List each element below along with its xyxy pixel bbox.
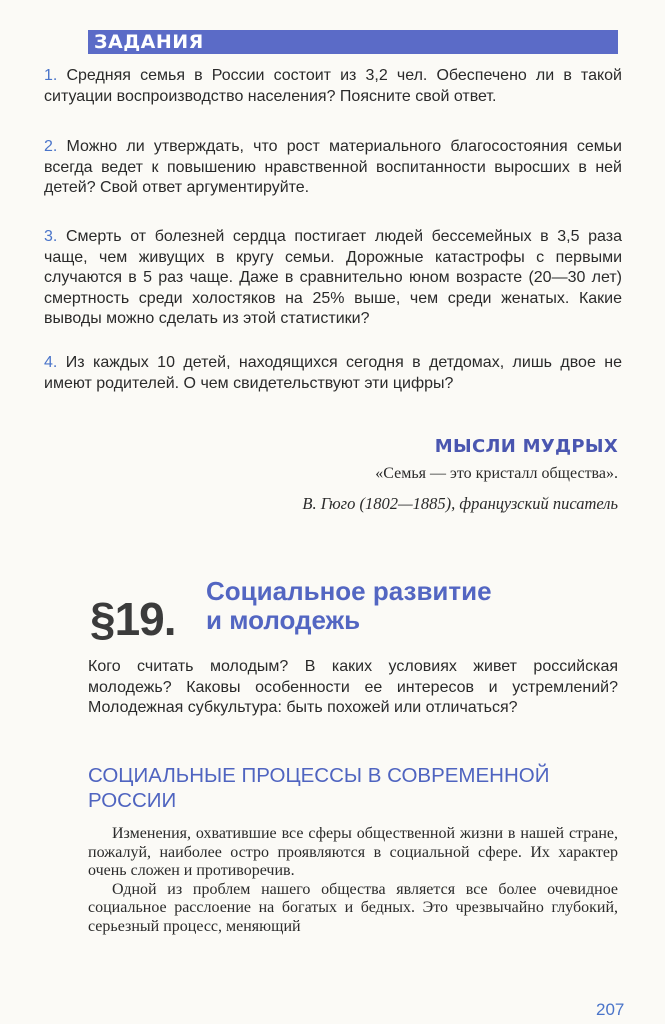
task-item (44, 66, 622, 107)
paragraph: Одной из проблем нашего общества является все более очевидное социальное расслоение на богатых и бедных. Это чрезвычайно глубокий, серьезный процесс, меняющий (88, 880, 618, 935)
task-number: 3. (44, 228, 58, 245)
task-number: 1. (44, 67, 58, 84)
task-text: Из каждых 10 детей, находящихся сегодня в детдомах, лишь двое не имеют родителей. О чем свидетельствуют эти цифры? (44, 354, 622, 392)
task-text: Смерть от болезней сердца постигает людей бессемейных в 3,5 раза чаще, чем живущих в кругу семьи. Дорожные катастрофы с первыми случаются в 5 раз чаще. Даже в сравнительно юном возрасте (20—30 лет) смертность среди холостяков на 25% выше, чем среди женатых. Какие выводы можно сделать из этой статистики? (44, 228, 622, 327)
quote-text: «Семья — это кристалл общества». (375, 465, 618, 482)
task-text: Средняя семья в России состоит из 3,2 чел. Обеспечено ли в такой ситуации воспроизводство населения? Поясните свой ответ. (44, 67, 622, 105)
paragraph: Изменения, охватившие все сферы общественной жизни в нашей стране, пожалуй, наиболее остро проявляются в социальной сфере. Их характер очень сложен и противоречив. (88, 825, 618, 880)
section-title (206, 577, 626, 635)
task-number: 4. (44, 354, 58, 371)
subheading: СОЦИАЛЬНЫЕ ПРОЦЕССЫ В СОВРЕМЕННОЙ РОССИИ (88, 764, 550, 812)
task-item (44, 137, 622, 199)
tasks-header-bar (88, 30, 618, 54)
task-item (44, 353, 622, 394)
section-title-line: и молодежь (206, 605, 361, 635)
page-number: 207 (596, 1000, 625, 1019)
task-number: 2. (44, 138, 58, 155)
section-number: §19. (90, 593, 176, 645)
quote-author: В. Гюго (1802—1885), французский писатель (302, 494, 618, 513)
section-intro: Кого считать молодым? В каких условиях живет российская молодежь? Каковы особенности ее интересов и устремлений? Молодежная субкультура: быть похожей или отличаться? (88, 658, 618, 716)
task-item (44, 227, 622, 330)
section-title-line: Социальное развитие (206, 576, 492, 606)
tasks-header: ЗАДАНИЯ (94, 31, 204, 53)
wisdom-title: МЫСЛИ МУДРЫХ (434, 436, 618, 457)
body-text (88, 825, 618, 937)
task-text: Можно ли утверждать, что рост материального благосостояния семьи всегда ведет к повышению нравственной воспитанности выросших в ней детей? Свой ответ аргументируйте. (44, 138, 622, 196)
